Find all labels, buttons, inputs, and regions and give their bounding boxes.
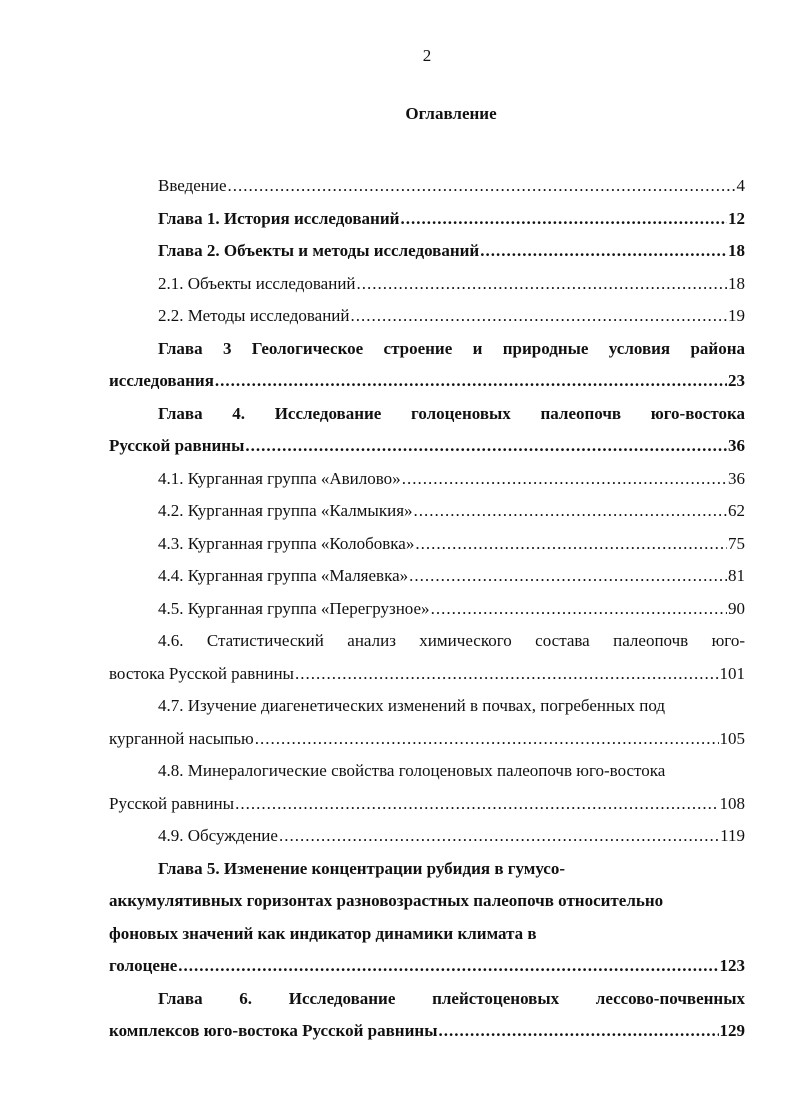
- toc-entry-title-line-2: востока Русской равнины: [109, 663, 294, 683]
- toc-entry-title-line-3: фоновых значений как индикатор динамики климата в: [109, 923, 537, 943]
- toc-entry-title-line-2: Русской равнины: [109, 436, 245, 455]
- toc-entry-page: 36: [728, 436, 745, 455]
- toc-entry-title-line-1: Глава 4. Исследование голоценовых палеопочв юго-востока: [158, 403, 745, 423]
- dot-leader: [351, 300, 727, 333]
- dot-leader: [279, 820, 719, 853]
- toc-entry-title-line-2: исследования: [109, 371, 214, 390]
- toc-entry-page: 75: [728, 533, 745, 553]
- dot-leader: [215, 365, 727, 398]
- toc-entry-page: 23: [728, 371, 745, 390]
- toc-entry-title-line-1: Глава 5. Изменение концентрации рубидия в гумусо-: [158, 858, 566, 878]
- toc-entry-title-line-1: Глава 6. Исследование плейстоценовых лессово-почвенных: [158, 988, 745, 1008]
- toc-entry-title-line-2: курганной насыпью: [109, 728, 254, 748]
- toc-entry-page: 129: [719, 1021, 745, 1040]
- toc-entry-section-4-3[interactable]: [109, 528, 745, 561]
- toc-entry-title: 4.2. Курганная группа «Калмыкия»: [158, 501, 413, 520]
- toc-entry-page: 90: [728, 598, 745, 618]
- toc-entry-title: 2.1. Объекты исследований: [158, 273, 356, 293]
- toc-entry-section-4-7[interactable]: [109, 690, 745, 755]
- toc-entry-page: 101: [719, 663, 745, 683]
- toc-entry-page: 18: [728, 241, 745, 260]
- toc-entry-section-2-2[interactable]: [109, 300, 745, 333]
- page-title: Оглавление: [405, 104, 497, 123]
- toc-entry-chapter-2[interactable]: [109, 235, 745, 268]
- toc-entry-page: 62: [728, 501, 745, 520]
- toc-entry-title-line-1: 4.8. Минералогические свойства голоценовых палеопочв юго-востока: [158, 761, 666, 780]
- toc-entry-chapter-1[interactable]: [109, 203, 745, 236]
- dot-leader: [438, 1015, 718, 1048]
- toc-entry-page: 81: [728, 566, 745, 585]
- dot-leader: [178, 950, 718, 983]
- toc-entry-title-line-2: комплексов юго-востока Русской равнины: [109, 1021, 438, 1040]
- toc-entry-page: 36: [728, 468, 745, 488]
- toc-entry-title: 4.1. Курганная группа «Авилово»: [158, 468, 401, 488]
- toc-entry-title-line-1: 4.6. Статистический анализ химического состава палеопочв юго-: [158, 631, 745, 650]
- toc-entry-section-4-1[interactable]: [109, 463, 745, 496]
- toc-entry-page: 108: [719, 793, 745, 813]
- toc-entry-section-4-2[interactable]: [109, 495, 745, 528]
- toc-entry-title-line-4: голоцене: [109, 956, 178, 975]
- dot-leader: [414, 495, 727, 528]
- toc-entry-title: 4.9. Обсуждение: [158, 826, 278, 845]
- toc-entry-section-4-5[interactable]: [109, 593, 745, 626]
- dot-leader: [409, 560, 727, 593]
- toc-entry-title: 2.2. Методы исследований: [158, 306, 350, 325]
- toc-entry-page: 4: [736, 176, 745, 195]
- toc-entry-title-line-1: 4.7. Изучение диагенетических изменений в почвах, погребенных под: [158, 696, 666, 715]
- toc-entry-page: 19: [728, 306, 745, 325]
- toc-entry-chapter-6[interactable]: [109, 983, 745, 1048]
- dot-leader: [400, 203, 727, 236]
- toc-entry-title: Введение: [158, 176, 227, 195]
- toc-entry-title: Глава 1. История исследований: [158, 208, 400, 228]
- toc-entry-section-4-4[interactable]: [109, 560, 745, 593]
- dot-leader: [245, 430, 727, 463]
- toc-entry-title-line-2: Русской равнины: [109, 793, 235, 813]
- dot-leader: [415, 528, 727, 561]
- toc-entry-title: 4.3. Курганная группа «Колобовка»: [158, 533, 415, 553]
- toc-entry-page: 105: [719, 728, 745, 748]
- toc-entry-page: 12: [728, 208, 745, 228]
- toc-entry-title-line-1: Глава 3 Геологическое строение и природные условия района: [158, 338, 745, 358]
- toc-entry-intro[interactable]: [109, 170, 745, 203]
- toc-entry-section-4-8[interactable]: [109, 755, 745, 820]
- dot-leader: [480, 235, 727, 268]
- toc-entry-section-2-1[interactable]: [109, 268, 745, 301]
- dot-leader: [255, 723, 719, 756]
- toc-entry-title-line-2: аккумулятивных горизонтах разновозрастных палеопочв относительно: [109, 891, 664, 910]
- toc-entry-chapter-5[interactable]: [109, 853, 745, 983]
- toc-entry-title: 4.4. Курганная группа «Маляевка»: [158, 566, 409, 585]
- toc-entry-page: 119: [720, 826, 745, 845]
- table-of-contents: [109, 170, 745, 1048]
- toc-entry-title: 4.5. Курганная группа «Перегрузное»: [158, 598, 430, 618]
- toc-entry-chapter-4[interactable]: [109, 398, 745, 463]
- dot-leader: [357, 268, 727, 301]
- dot-leader: [228, 170, 736, 203]
- dot-leader: [235, 788, 718, 821]
- toc-entry-page: 18: [728, 273, 745, 293]
- toc-entry-section-4-6[interactable]: [109, 625, 745, 690]
- page-number: 2: [422, 46, 432, 65]
- dot-leader: [402, 463, 727, 496]
- dot-leader: [295, 658, 719, 691]
- toc-entry-section-4-9[interactable]: [109, 820, 745, 853]
- toc-entry-page: 123: [719, 956, 745, 975]
- dot-leader: [431, 593, 727, 626]
- toc-entry-chapter-3[interactable]: [109, 333, 745, 398]
- toc-entry-title: Глава 2. Объекты и методы исследований: [158, 241, 480, 260]
